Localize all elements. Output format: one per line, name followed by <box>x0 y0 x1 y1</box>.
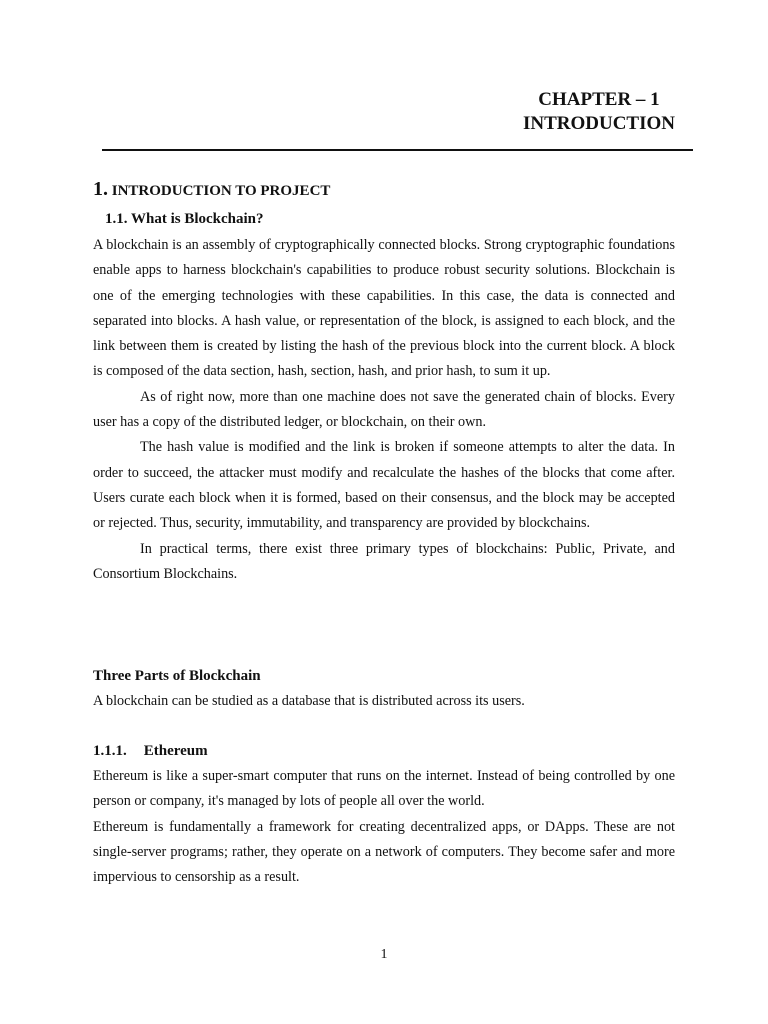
chapter-heading <box>523 88 675 136</box>
section-title-text: INTRODUCTION TO PROJECT <box>111 183 331 199</box>
page-number: 1 <box>380 947 388 962</box>
paragraph: In practical terms, there exist three primary types of blockchains: Public, Private, and Consortium Blockchains. <box>93 540 675 582</box>
subsection-title: 1.1. What is Blockchain? <box>105 211 264 227</box>
paragraph: As of right now, more than one machine does not save the generated chain of blocks. Every user has a copy of the distributed ledger, or blockchain, on their own. <box>93 388 675 431</box>
paragraph: Ethereum is like a super-smart computer that runs on the internet. Instead of being controlled by one person or company, it's managed by lots of people all over the world. <box>93 768 675 810</box>
chapter-title: INTRODUCTION <box>522 113 675 134</box>
paragraph: Ethereum is fundamentally a framework for creating decentralized apps, or DApps. These are not single-server programs; rather, they operate on a network of computers. They become safer and more impervious to censorship as a result. <box>93 818 675 886</box>
ethereum-heading <box>93 739 208 763</box>
blockchain-body <box>93 233 675 587</box>
chapter-divider <box>102 149 693 151</box>
paragraph: The hash value is modified and the link is broken if someone attempts to alter the data. In order to succeed, the attacker must modify and recalculate the hashes of the blocks that come after. Users curate each block when it is formed, based on their consensus, and the block may be accepted or rejected. Thus, security, immutability, and transparency are provided by blockchains. <box>93 439 675 532</box>
ethereum-number: 1.1.1. <box>93 743 127 759</box>
parts-heading: Three Parts of Blockchain <box>93 668 261 684</box>
paragraph: A blockchain is an assembly of cryptographically connected blocks. Strong cryptographic foundations enable apps to harness blockchain's capabilities to produce robust security solutions. Blockchain is one of the emerging technologies with these capabilities. In this case, the data is connected and separated into blocks. A hash value, or representation of the block, is assigned to each block, and the link between them is created by listing the hash of the previous block into the current block. A block is composed of the data section, hash, section, hash, and prior hash, to sum it up. <box>93 237 675 380</box>
section-number: 1. <box>93 178 108 200</box>
paragraph: A blockchain can be studied as a database that is distributed across its users. <box>93 693 525 709</box>
parts-body <box>93 689 675 714</box>
ethereum-body <box>93 764 675 890</box>
ethereum-title: Ethereum <box>143 743 208 759</box>
chapter-label: CHAPTER – 1 <box>538 89 660 110</box>
section-title <box>93 176 330 204</box>
